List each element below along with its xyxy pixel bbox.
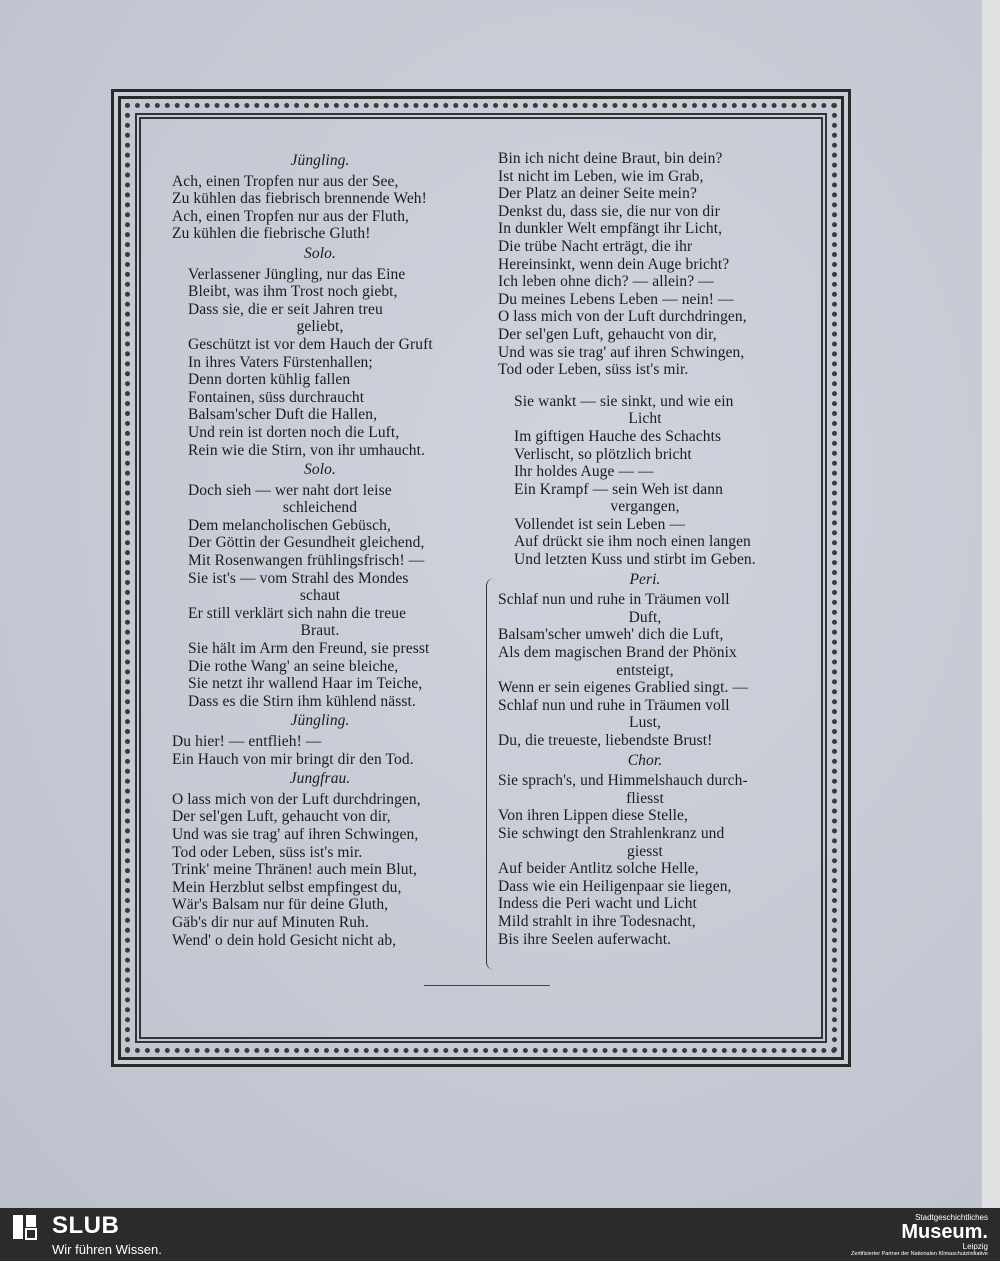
speaker-heading: Solo. [304,461,336,479]
verse-line: Mit Rosenwangen frühlingsfrisch! — [188,552,425,570]
speaker-heading: Jüngling. [290,712,350,730]
closing-rule [424,985,550,986]
verse-line: In ihres Vaters Fürstenhallen; [188,353,373,371]
slub-logo-icon [12,1214,38,1240]
verse-line: Bin ich nicht deine Braut, bin dein? [498,150,723,167]
verse-line: Wenn er sein eigenes Grablied singt. — [498,679,749,697]
verse-line: Der Platz an deiner Seite mein? [498,185,697,203]
museum-line2: Museum. [901,1221,988,1243]
verse-line: Bis ihre Seelen auferwacht. [498,930,672,948]
verse-line: Hereinsinkt, wenn dein Auge bricht? [498,255,730,273]
verse-line: Der Göttin der Gesundheit gleichend, [188,534,425,552]
verse-line: Dass wie ein Heiligenpaar sie liegen, [498,877,732,895]
verse-line: Der sel'gen Luft, gehaucht von dir, [172,808,391,826]
verse-line: Die trübe Nacht erträgt, die ihr [498,237,693,255]
verse-line: Rein wie die Stirn, von ihr umhaucht. [188,441,426,459]
verse-line-continuation: geliebt, [296,318,344,336]
verse-line-continuation: Lust, [629,714,661,732]
museum-line3: Leipzig [962,1242,988,1251]
verse-line: Trink' meine Thränen! auch mein Blut, [172,861,417,879]
museum-line4: Zertifizierter Partner der Nationalen Klimaschutzinitiative [851,1251,988,1257]
verse-line: Die rothe Wang' an seine bleiche, [188,657,399,675]
verse-line-continuation: fliesst [626,789,664,807]
verse-line: Ich leben ohne dich? — allein? — [498,273,714,291]
left-text-column [172,150,468,949]
verse-line-continuation: Duft, [628,608,662,626]
right-text-column [498,150,792,948]
verse-line: Zu kühlen das fiebrisch brennende Weh! [172,190,427,208]
verse-line: Geschützt ist vor dem Hauch der Gruft [188,335,433,353]
verse-line: Dass sie, die er seit Jahren treu [188,300,383,318]
verse-line: Du hier! — entflieh! — [172,733,322,750]
verse-line: Verlassener Jüngling, nur das Eine [188,265,406,283]
verse-line: Doch sieh — wer naht dort leise [188,481,392,499]
verse-line: Mild strahlt in ihre Todesnacht, [498,912,696,930]
verse-line: Von ihren Lippen diese Stelle, [498,807,688,825]
verse-line: Verlischt, so plötzlich bricht [514,445,692,463]
verse-line: Ihr holdes Auge — — [514,463,654,481]
verse-line: Ein Krampf — sein Weh ist dann [514,480,723,498]
verse-line: Zu kühlen die fiebrische Gluth! [172,225,371,243]
verse-line: Ein Hauch von mir bringt dir den Tod. [172,750,414,768]
verse-line: In dunkler Welt empfängt ihr Licht, [498,220,723,238]
verse-line: Du meines Lebens Leben — nein! — [498,290,734,308]
verse-line: Sie hält im Arm den Freund, sie presst [188,640,430,658]
verse-line: Mein Herzblut selbst empfingest du, [172,878,402,896]
museum-line1: Stadtgeschichtliches [915,1213,988,1222]
page-edge [982,0,1000,1208]
verse-line: Als dem magischen Brand der Phönix [498,644,737,662]
verse-line: Auf drückt sie ihm noch einen langen [514,533,751,551]
verse-line: Vollendet ist sein Leben — [514,515,686,533]
verse-line-continuation: schaut [299,587,341,605]
verse-line: Und was sie trag' auf ihren Schwingen, [498,343,745,361]
verse-line: Dass es die Stirn ihm kühlend nässt. [188,692,416,710]
verse-line: Fontainen, süss durchraucht [188,388,365,406]
verse-line-continuation: giesst [627,842,663,860]
speaker-heading: Jüngling. [290,152,350,169]
verse-line: Denn dorten kühlig fallen [188,371,351,389]
verse-line: Schlaf nun und ruhe in Träumen voll [498,591,730,609]
verse-line: Und rein ist dorten noch die Luft, [188,423,400,441]
slub-title: SLUB [52,1212,120,1239]
verse-line: Ach, einen Tropfen nur aus der See, [172,172,399,190]
verse-line-continuation: Licht [628,410,662,428]
verse-line: O lass mich von der Luft durchdringen, [172,790,421,808]
verse-line-continuation: entsteigt, [616,661,674,679]
verse-line: Sie wankt — sie sinkt, und wie ein [514,392,734,410]
verse-line-continuation: Braut. [300,622,340,640]
verse-line: Im giftigen Hauche des Schachts [514,427,722,445]
verse-line: Sie ist's — vom Strahl des Mondes [188,569,409,587]
verse-line: Der sel'gen Luft, gehaucht von dir, [498,325,717,343]
speaker-heading: Chor. [627,751,663,769]
verse-line: Er still verklärt sich nahn die treue [188,604,407,622]
verse-line: Und letzten Kuss und stirbt im Geben. [514,551,756,569]
verse-line: Ach, einen Tropfen nur aus der Fluth, [172,207,410,225]
verse-line: Und was sie trag' auf ihren Schwingen, [172,825,419,843]
verse-line-continuation: vergangen, [610,498,680,516]
brace-bracket [486,578,497,970]
verse-line: Wend' o dein hold Gesicht nicht ab, [172,931,397,949]
speaker-heading: Peri. [629,570,661,588]
verse-line: Bleibt, was ihm Trost noch giebt, [188,283,398,301]
verse-line: Sie sprach's, und Himmelshauch durch- [498,772,748,790]
speaker-heading: Jungfrau. [289,770,351,788]
verse-line: Sie schwingt den Strahlenkranz und [498,824,725,842]
verse-line: Gäb's dir nur auf Minuten Ruh. [172,913,369,931]
verse-line: Dem melancholischen Gebüsch, [188,516,391,534]
verse-line: Tod oder Leben, süss ist's mir. [498,361,689,379]
museum-logo [848,1213,988,1257]
stanza-gap [498,379,792,393]
verse-line: Denkst du, dass sie, die nur von dir [498,202,720,220]
slub-subtitle: Wir führen Wissen. [52,1242,162,1257]
verse-line: Balsam'scher umweh' dich die Luft, [498,626,724,644]
verse-line: Balsam'scher Duft die Hallen, [188,406,378,424]
verse-line: Schlaf nun und ruhe in Träumen voll [498,696,730,714]
verse-line: O lass mich von der Luft durchdringen, [498,308,747,326]
verse-line: Indess die Peri wacht und Licht [498,895,697,913]
verse-line: Wär's Balsam nur für deine Gluth, [172,896,389,914]
verse-line: Sie netzt ihr wallend Haar im Teiche, [188,675,423,693]
verse-line: Ist nicht im Leben, wie im Grab, [498,167,704,185]
verse-line: Tod oder Leben, süss ist's mir. [172,843,363,861]
verse-line: Du, die treueste, liebendste Brust! [498,732,713,749]
verse-line: Auf beider Antlitz solche Helle, [498,860,699,878]
speaker-heading: Solo. [304,244,336,262]
verse-line-continuation: schleichend [282,499,358,517]
